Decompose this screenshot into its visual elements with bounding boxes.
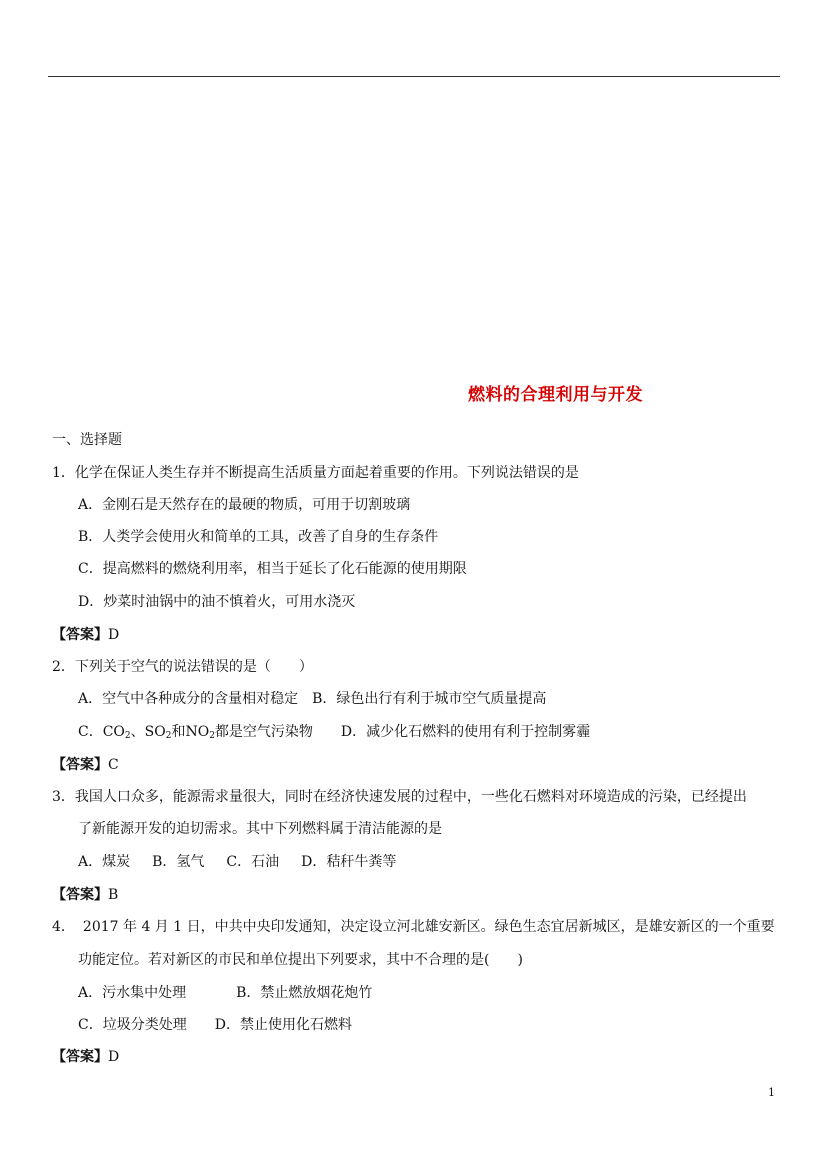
q3-options bbox=[78, 852, 396, 872]
q1-option-d: D．炒菜时油锅中的油不慎着火，可用水浇灭 bbox=[78, 594, 356, 610]
q2-option-d: D．减少化石燃料的使用有利于控制雾霾 bbox=[340, 724, 591, 740]
answer-value: C bbox=[108, 757, 119, 773]
q1-option-c: C．提高燃料的燃烧利用率，相当于延长了化石能源的使用期限 bbox=[78, 561, 467, 577]
q4-option-b: B．禁止燃放烟花炮竹 bbox=[236, 985, 373, 1001]
q1-option-a: A．金刚石是天然存在的最硬的物质，可用于切割玻璃 bbox=[78, 497, 411, 513]
q1-stem: 1．化学在保证人类生存并不断提高生活质量方面起着重要的作用。下列说法错误的是 bbox=[52, 465, 579, 481]
header-rule bbox=[48, 76, 780, 77]
q4-option-a: A．污水集中处理 bbox=[78, 985, 187, 1001]
answer-value: D bbox=[108, 627, 120, 643]
q1-answer bbox=[52, 625, 119, 645]
q3-option-b: B．氢气 bbox=[152, 854, 205, 870]
q3-answer bbox=[52, 885, 118, 905]
q4-options-ab bbox=[78, 983, 372, 1003]
q4-answer bbox=[52, 1047, 119, 1067]
q4-option-d: D．禁止使用化石燃料 bbox=[214, 1017, 352, 1033]
answer-tag: 【答案】 bbox=[52, 1049, 108, 1065]
q3-option-a: A．煤炭 bbox=[78, 854, 131, 870]
answer-tag: 【答案】 bbox=[52, 627, 108, 643]
page-number: 1 bbox=[768, 1086, 775, 1099]
q2-option-a: A．空气中各种成分的含量相对稳定 bbox=[78, 691, 299, 707]
page-title: 燃料的合理利用与开发 bbox=[468, 385, 643, 405]
q2-answer bbox=[52, 755, 119, 775]
q1-option-b: B．人类学会使用火和简单的工具，改善了自身的生存条件 bbox=[78, 529, 439, 545]
q4-stem-continued: 功能定位。若对新区的市民和单位提出下列要求，其中不合理的是( ) bbox=[78, 952, 523, 968]
q2-option-b: B．绿色出行有利于城市空气质量提高 bbox=[312, 691, 547, 707]
answer-tag: 【答案】 bbox=[52, 757, 108, 773]
q3-option-d: D．秸秆牛粪等 bbox=[301, 854, 397, 870]
answer-tag: 【答案】 bbox=[52, 887, 108, 903]
q4-options-cd bbox=[78, 1015, 352, 1035]
answer-value: B bbox=[108, 887, 119, 903]
q3-stem: 3．我国人口众多，能源需求量很大，同时在经济快速发展的过程中，一些化石燃料对环境造成的污染，已经提出 bbox=[52, 789, 747, 805]
q2-option-c: C．$CO_2$、$SO_2$和$NO_2$都是空气污染物 bbox=[78, 724, 313, 741]
q3-stem-continued: 了新能源开发的迫切需求。其中下列燃料属于清洁能源的是 bbox=[78, 821, 442, 837]
q2-options-cd bbox=[78, 722, 590, 746]
q4-stem bbox=[52, 917, 775, 937]
q2-stem: 2．下列关于空气的说法错误的是（ ） bbox=[52, 659, 313, 675]
q3-option-c: C．石油 bbox=[226, 854, 280, 870]
answer-value: D bbox=[108, 1049, 120, 1065]
section-heading: 一、选择题 bbox=[52, 432, 122, 448]
q4-stem-text: 2017 年 4 月 1 日，中共中央印发通知，决定设立河北雄安新区。绿色生态宜居新城区，是雄安新区的一个重要 bbox=[82, 919, 775, 935]
q4-option-c: C．垃圾分类处理 bbox=[78, 1017, 187, 1033]
q2-options-ab bbox=[78, 689, 546, 709]
q4-number: 4． bbox=[52, 919, 75, 935]
